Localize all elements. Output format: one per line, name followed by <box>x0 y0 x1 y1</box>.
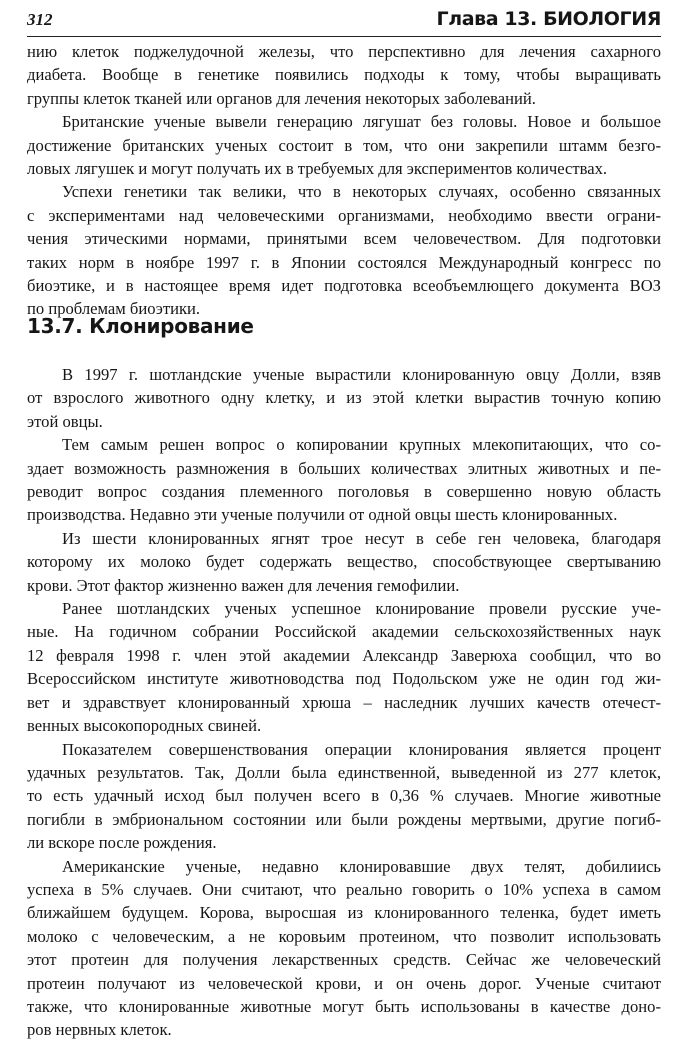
text-line: то есть удачный исход был получен всего в 0,36 % случаев. Многие животные <box>27 786 661 806</box>
text-line: крови. Этот фактор жизненно важен для лечения гемофилии. <box>27 575 460 595</box>
text-line: Ранее шотландских ученых успешное клонирование провели русские уче- <box>62 599 661 619</box>
section-body <box>27 363 661 1042</box>
text-line: вет и здравствует клонированный хрюша – наследник лучших качеств отечест- <box>27 692 661 712</box>
text-line: по проблемам биоэтики. <box>27 299 201 319</box>
text-line: этот протеин для получения лекарственных средств. Сейчас же человеческий <box>27 950 661 970</box>
text-line: ные. На годичном собрании Российской академии сельскохозяйственных наук <box>27 622 661 642</box>
text-before-section <box>27 40 661 321</box>
paragraph <box>27 180 661 320</box>
paragraph <box>27 855 661 1042</box>
paragraph <box>27 433 661 527</box>
text-line: таких норм в ноябре 1997 г. в Японии состоялся Международный конгресс по <box>27 252 661 272</box>
paragraph <box>27 363 661 433</box>
text-line: успеха в 5% случаев. Они считают, что реально говорить о 10% успеха в самом <box>27 879 661 899</box>
paragraph <box>27 110 661 180</box>
text-line: 12 февраля 1998 г. член этой академии Александр Заверюха сообщил, что во <box>27 645 661 665</box>
text-line: Успехи генетики так велики, что в некоторых случаях, особенно связанных <box>62 182 661 202</box>
text-line: здает возможность размножения в больших количествах элитных животных и пе- <box>27 458 661 478</box>
text-line: с экспериментами над человеческими организмами, необходимо ввести ограни- <box>27 205 661 225</box>
text-line: Британские ученые вывели генерацию лягушат без головы. Новое и большое <box>62 112 661 132</box>
text-line: ли вскоре после рождения. <box>27 833 217 853</box>
paragraph <box>27 527 661 597</box>
page-number: 312 <box>27 10 53 29</box>
text-line: Из шести клонированных ягнят трое несут в себе ген человека, благодаря <box>62 528 661 548</box>
text-line: от взрослого животного одну клетку, и из этой клетки вырастив точную копию <box>27 388 661 408</box>
text-line: молоко с человеческим, а не коровьим протеином, что позволит использовать <box>27 926 661 946</box>
text-line: которому их молоко будет содержать вещество, способствующее свертыванию <box>27 552 661 572</box>
text-line: этой овцы. <box>27 411 103 431</box>
text-line: реводит вопрос создания племенного поголовья в совершенно новую область <box>27 482 661 502</box>
text-line: В 1997 г. шотландские ученые вырастили клонированную овцу Долли, взяв <box>62 365 661 384</box>
text-line: ров нервных клеток. <box>27 1020 172 1040</box>
text-line: Показателем совершенствования операции клонирования является процент <box>62 739 661 759</box>
text-line: Всероссийском институте животноводства под Подольском уже не один год жи- <box>27 669 661 689</box>
running-header <box>27 8 661 37</box>
text-line: нию клеток поджелудочной железы, что перспективно для лечения сахарного <box>27 42 661 61</box>
text-line: Американские ученые, недавно клонировавшие двух телят, добилиись <box>62 856 661 876</box>
text-line: также, что клонированные животные могут быть использованы в качестве доно- <box>27 996 661 1016</box>
chapter-title: Глава 13. БИОЛОГИЯ <box>436 8 661 30</box>
text-line: венных высокопородных свиней. <box>27 716 262 736</box>
text-line: достижение британских ученых состоит в том, что они закрепили штамм безго- <box>27 135 661 155</box>
section-heading: 13.7. Клонирование <box>27 314 254 338</box>
text-line: Тем самым решен вопрос о копировании крупных млекопитающих, что со- <box>62 435 661 455</box>
paragraph <box>27 40 661 110</box>
text-line: удачных результатов. Так, Долли была единственной, выведенной из 277 клеток, <box>27 762 661 782</box>
text-line: ближайшем будущем. Корова, выросшая из клонированного теленка, будет иметь <box>27 903 661 923</box>
text-line: чения этическими нормами, принятыми всем человечеством. Для подготовки <box>27 229 661 249</box>
text-line: протеин получают из человеческой крови, и он очень дорог. Ученые считают <box>27 973 661 993</box>
paragraph <box>27 597 661 737</box>
text-line: диабета. Вообще в генетике появились подходы к тому, чтобы выращивать <box>27 65 661 85</box>
text-line: производства. Недавно эти ученые получили от одной овцы шесть клонированных. <box>27 505 618 525</box>
text-line: ловых лягушек и могут получать их в требуемых для экспериментов количествах. <box>27 159 608 179</box>
text-line: группы клеток тканей или органов для лечения некоторых заболеваний. <box>27 88 536 108</box>
text-line: погибли в эмбриональном состоянии или были рождены мертвыми, другие погиб- <box>27 809 661 829</box>
paragraph <box>27 738 661 855</box>
text-line: биоэтике, и в настоящее время идет подготовка всеобъемлющего документа ВОЗ <box>27 276 661 296</box>
